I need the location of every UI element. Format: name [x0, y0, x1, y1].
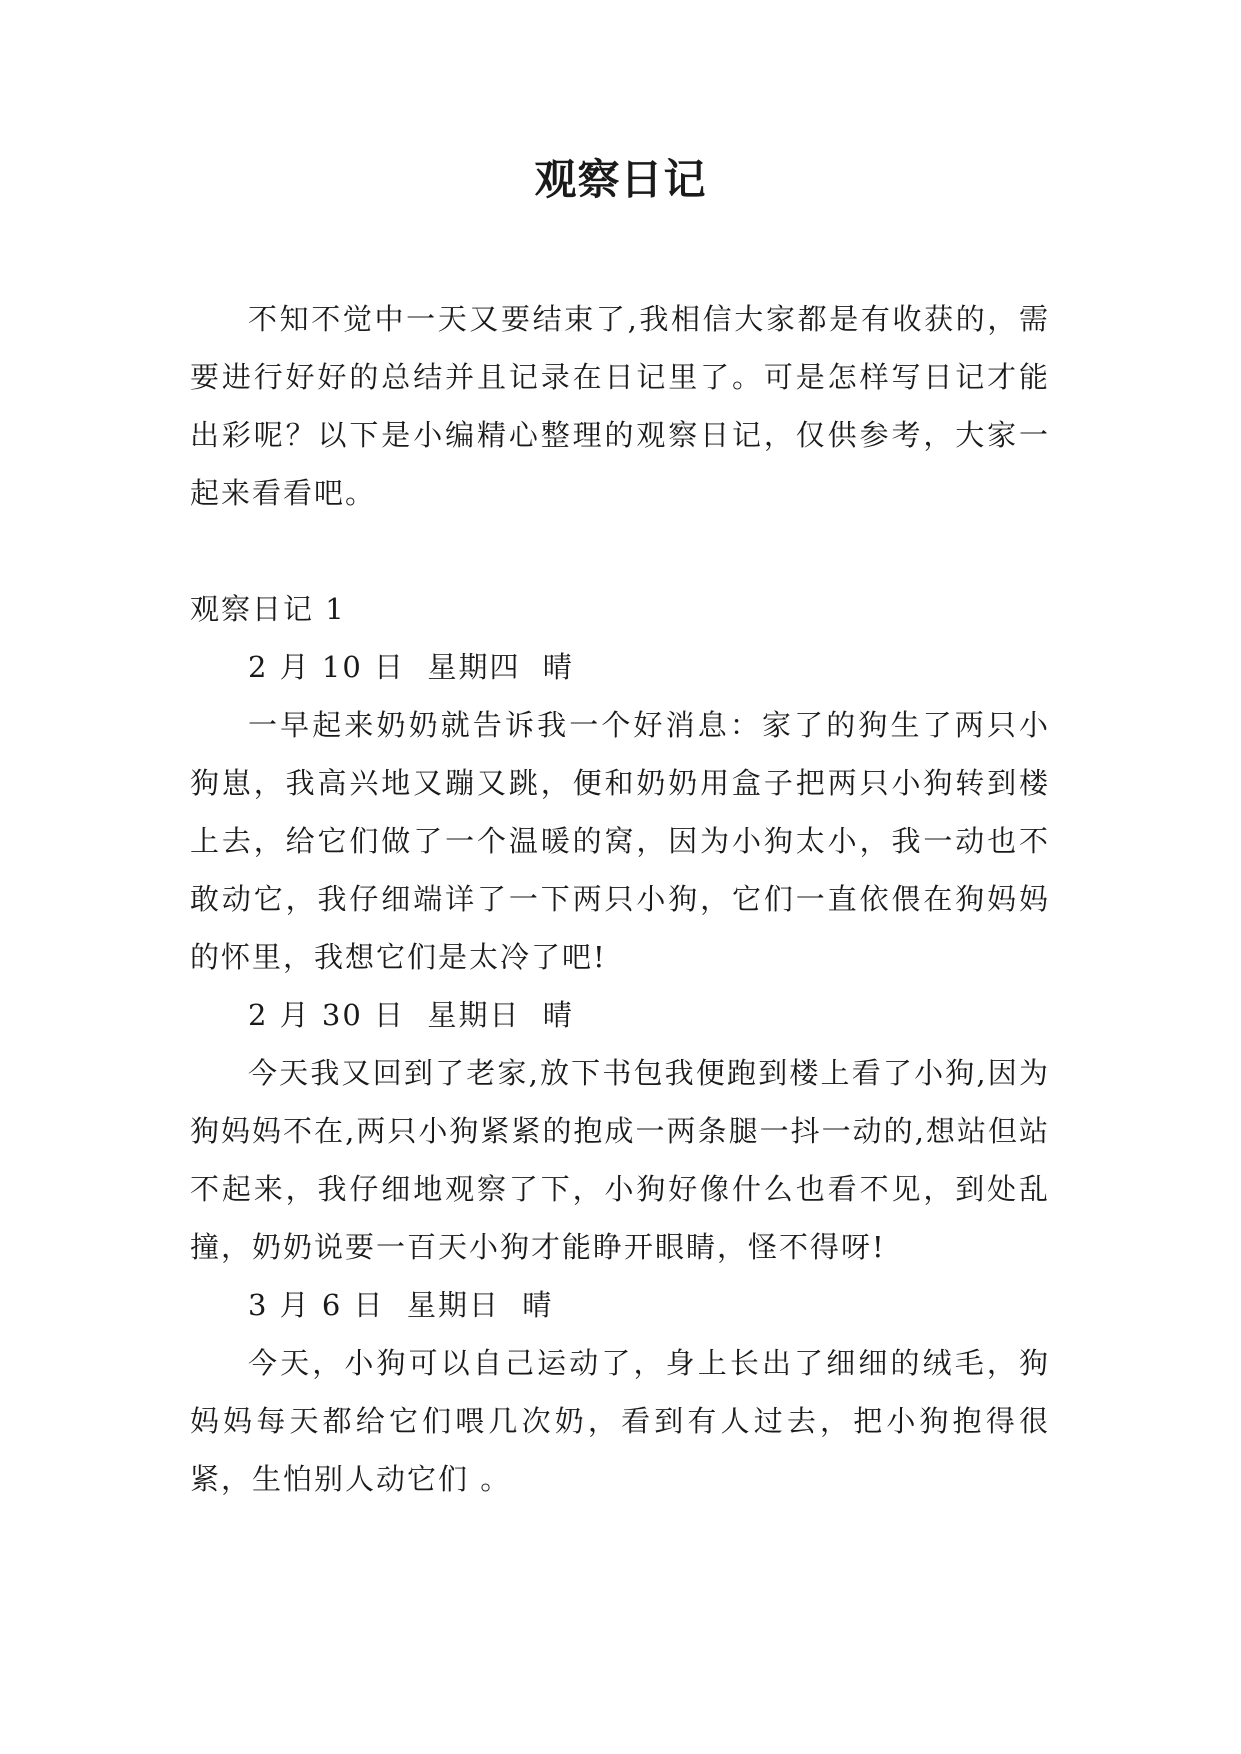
- entry-text: 一早起来奶奶就告诉我一个好消息：家了的狗生了两只小狗崽，我高兴地又蹦又跳，便和奶奶用盒子把两只小狗转到楼上去，给它们做了一个温暖的窝，因为小狗太小，我一动也不敢动它，我仔细端详了一下两只小狗，它们一直依偎在狗妈妈的怀里，我想它们是太冷了吧!: [190, 708, 1050, 974]
- document-body: [190, 290, 1050, 1508]
- entry-date: 3 月 6 日 星期日 晴: [248, 1288, 554, 1322]
- intro-paragraph: 不知不觉中一天又要结束了,我相信大家都是有收获的，需要进行好好的总结并且记录在日记里了。可是怎样写日记才能出彩呢？以下是小编精心整理的观察日记，仅供参考，大家一起来看看吧。: [190, 302, 1050, 510]
- entry-date: 2 月 30 日 星期日 晴: [248, 998, 574, 1032]
- document-title: 观察日记: [534, 155, 707, 204]
- entry-text: 今天我又回到了老家,放下书包我便跑到楼上看了小狗,因为狗妈妈不在,两只小狗紧紧的抱成一两条腿一抖一动的,想站但站不起来，我仔细地观察了下，小狗好像什么也看不见，到处乱撞，奶奶说要一百天小狗才能睁开眼睛，怪不得呀!: [190, 1056, 1050, 1264]
- section-title: 观察日记 1: [190, 592, 346, 626]
- entry-date: 2 月 10 日 星期四 晴: [248, 650, 574, 684]
- entry-text: 今天，小狗可以自己运动了，身上长出了细细的绒毛，狗妈妈每天都给它们喂几次奶，看到有人过去，把小狗抱得很紧，生怕别人动它们 。: [190, 1346, 1050, 1496]
